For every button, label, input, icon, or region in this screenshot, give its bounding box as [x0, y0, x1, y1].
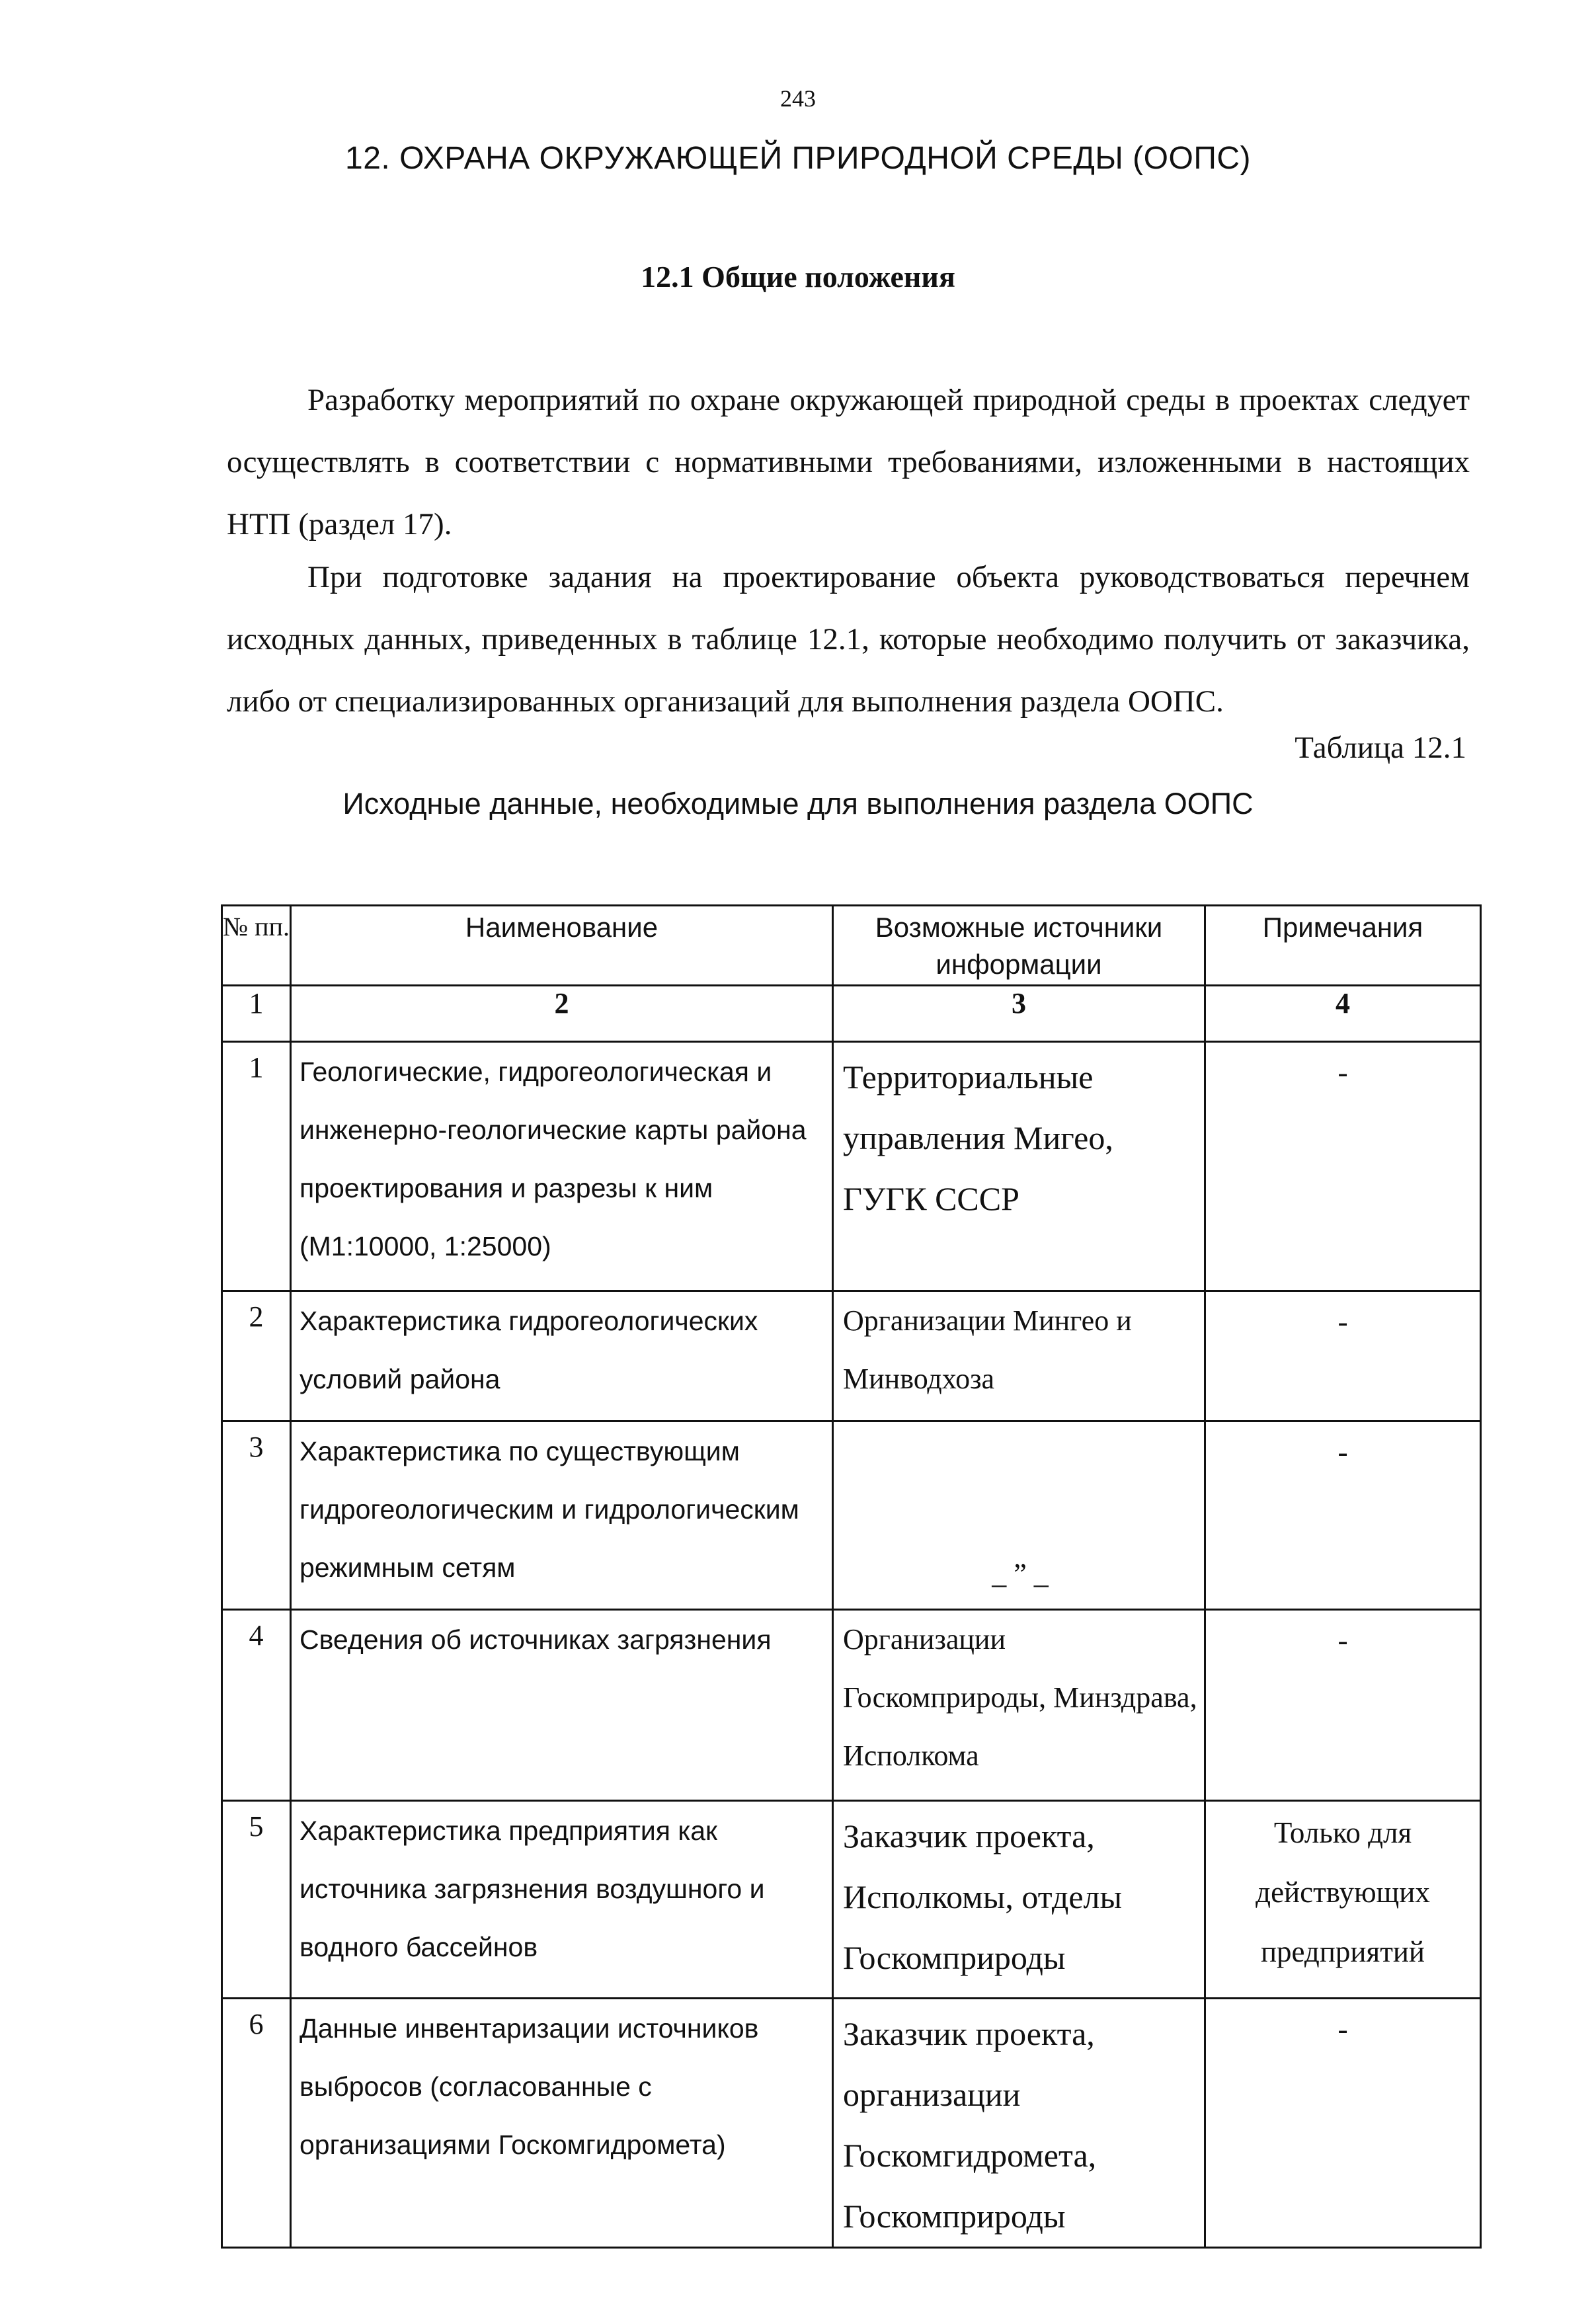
row-note: Только для действующих предприятий: [1205, 1801, 1481, 1999]
table-row: [222, 1801, 1481, 1999]
row-source: Организации Мингео и Минводхоза: [833, 1291, 1205, 1421]
table-label: Таблица 12.1: [1295, 731, 1466, 765]
row-number: 2: [222, 1291, 291, 1421]
row-number: 5: [222, 1801, 291, 1999]
row-name: Характеристика по существующим гидрогеологическим и гидрологическим режимным сетям: [291, 1421, 833, 1610]
row-note: -: [1205, 1610, 1481, 1801]
row-source: Территориальные управления Мигео, ГУГК СССР: [833, 1042, 1205, 1291]
row-source: Заказчик проекта, организации Госкомгидромета, Госкомприроды: [833, 1999, 1205, 2248]
table-row: [222, 1999, 1481, 2248]
row-number: 1: [222, 1042, 291, 1291]
column-index: 3: [833, 986, 1205, 1042]
table-header-row: [222, 906, 1481, 986]
header-name: Наименование: [291, 906, 833, 986]
row-note: -: [1205, 1999, 1481, 2248]
row-source: _ ” _: [833, 1421, 1205, 1610]
header-source: Возможные источники информации: [833, 906, 1205, 986]
row-name: Сведения об источниках загрязнения: [291, 1610, 833, 1801]
header-note: Примечания: [1205, 906, 1481, 986]
row-source: Заказчик проекта, Исполкомы, отделы Госкомприроды: [833, 1801, 1205, 1999]
paragraph-2: При подготовке задания на проектирование объекта руководствоваться перечнем исходных данных, приведенных в таблице 12.1, которые необходимо получить от заказчика, либо от специализированных организаций для выполнения раздела ООПС.: [227, 560, 1470, 719]
source-data-table: [221, 904, 1482, 2249]
column-index: 2: [291, 986, 833, 1042]
row-name: Геологические, гидрогеологическая и инженерно-геологические карты района проектирования и разрезы к ним (М1:10000, 1:25000): [291, 1042, 833, 1291]
section-title: 12.1 Общие положения: [641, 260, 955, 294]
row-name: Данные инвентаризации источников выбросов (согласованные с организациями Госкомгидромета): [291, 1999, 833, 2248]
row-note: -: [1205, 1421, 1481, 1610]
row-note: -: [1205, 1291, 1481, 1421]
header-num: № пп.: [222, 906, 291, 986]
row-name: Характеристика гидрогеологических условий района: [291, 1291, 833, 1421]
chapter-title: 12. ОХРАНА ОКРУЖАЮЩЕЙ ПРИРОДНОЙ СРЕДЫ (ООПС): [345, 141, 1251, 176]
table-column-index-row: [222, 986, 1481, 1042]
table-row: [222, 1291, 1481, 1421]
paragraph-1: Разработку мероприятий по охране окружающей природной среды в проектах следует осуществлять в соответствии с нормативными требованиями, изложенными в настоящих НТП (раздел 17).: [227, 383, 1470, 541]
table-caption: Исходные данные, необходимые для выполнения раздела ООПС: [342, 787, 1254, 820]
row-note: -: [1205, 1042, 1481, 1291]
column-index: 4: [1205, 986, 1481, 1042]
row-number: 6: [222, 1999, 291, 2248]
table-row: [222, 1421, 1481, 1610]
row-number: 3: [222, 1421, 291, 1610]
table-row: [222, 1610, 1481, 1801]
row-number: 4: [222, 1610, 291, 1801]
table-row: [222, 1042, 1481, 1291]
page-number: 243: [780, 85, 816, 112]
row-source: Организации Госкомприроды, Минздрава, Исполкома: [833, 1610, 1205, 1801]
row-name: Характеристика предприятия как источника загрязнения воздушного и водного бассейнов: [291, 1801, 833, 1999]
column-index: 1: [222, 986, 291, 1042]
